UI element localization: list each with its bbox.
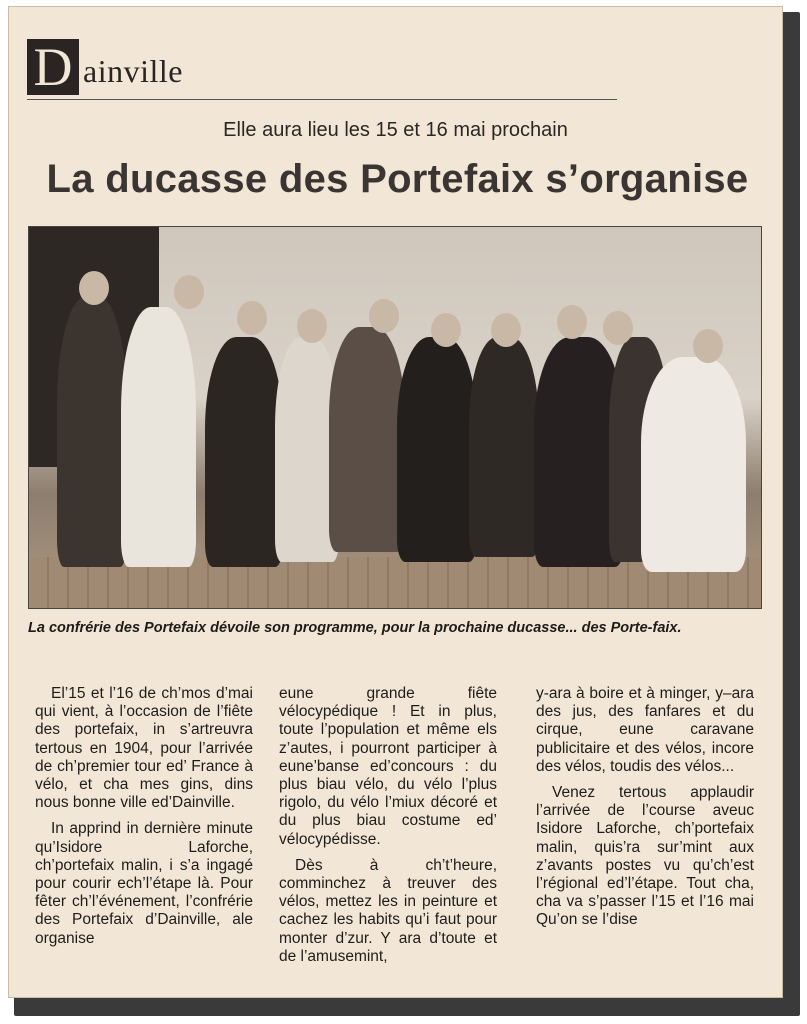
photo-person	[205, 337, 283, 567]
photo-head	[79, 271, 109, 305]
masthead-rule	[27, 99, 617, 100]
article-paragraph: eune grande fiête vélocypédique ! Et in plus, toute l’population et même els z’autes, i pourront participer à eune’banse ed’concours : du plus biau vélo, du vélo l’plus rigolo, du vélo l’miux décoré et du plus biau costume ed’ vélocypédisse.	[279, 685, 497, 848]
photo-caption: La confrérie des Portefaix dévoile son programme, pour la prochaine ducasse... des Porte-faix.	[28, 620, 682, 636]
photo-person	[641, 357, 746, 572]
article-column-1	[35, 685, 253, 948]
photo-person	[121, 307, 196, 567]
photo-head	[603, 311, 633, 345]
photo-head	[369, 299, 399, 333]
photo-person	[57, 297, 127, 567]
photo-head	[174, 275, 204, 309]
photo-head	[693, 329, 723, 363]
photo-head	[431, 313, 461, 347]
headline: La ducasse des Portefaix s’organise	[46, 157, 749, 201]
photo-head	[297, 309, 327, 343]
masthead	[27, 37, 627, 101]
photo-person	[397, 337, 477, 562]
photo-head	[557, 305, 587, 339]
photo-person	[329, 327, 405, 552]
article-column-2	[279, 685, 497, 966]
photo-person	[469, 337, 539, 557]
article-paragraph: Venez tertous applaudir l’arrivée de l’course aveuc Isidore Laforche, ch’portefaix malin, quis’ra sur’mint aux z’avants postes vu qu’ch’est l’régional ed’l’étape. Tout cha, cha va s’passer l’15 et l’16 mai Qu’on se l’dise	[536, 784, 754, 929]
group-photo	[28, 226, 762, 609]
article-column-3	[536, 685, 754, 930]
photo-head	[491, 313, 521, 347]
article-paragraph: Dès à ch’t’heure, comminchez à treuver des vélos, mettez les in peinture et cachez les habits qu’i faut pour monter d’zur. Y ara d’toute et de l’amusemint,	[279, 856, 497, 965]
kicker: Elle aura lieu les 15 et 16 mai prochain	[223, 119, 568, 141]
newspaper-clipping	[8, 6, 783, 998]
masthead-title: ainville	[83, 53, 183, 89]
masthead-initial: D	[27, 39, 79, 95]
photo-head	[237, 301, 267, 335]
article-paragraph: In apprind in dernière minute qu’Isidore Laforche, ch’portefaix malin, i s’a ingagé pour courir ech’l’étape là. Pour fêter ch’l’événement, l’confrérie des Portefaix d’Dainville, ale organise	[35, 820, 253, 947]
article-paragraph: El’15 et l’16 de ch’mos d’mai qui vient, à l’occasion de l’fiête des portefaix, in s’artreuvra tertous en 1904, pour l’arrivée de ch’premier tour ed’ France à vélo, et cha mes gins, dins nous bonne ville ed’Dainville.	[35, 685, 253, 812]
article-paragraph: y-ara à boire et à minger, y–ara des jus, des fanfares et du cirque, eune caravane publicitaire et des vélos, incore des vélos, toudis des vélos...	[536, 685, 754, 775]
